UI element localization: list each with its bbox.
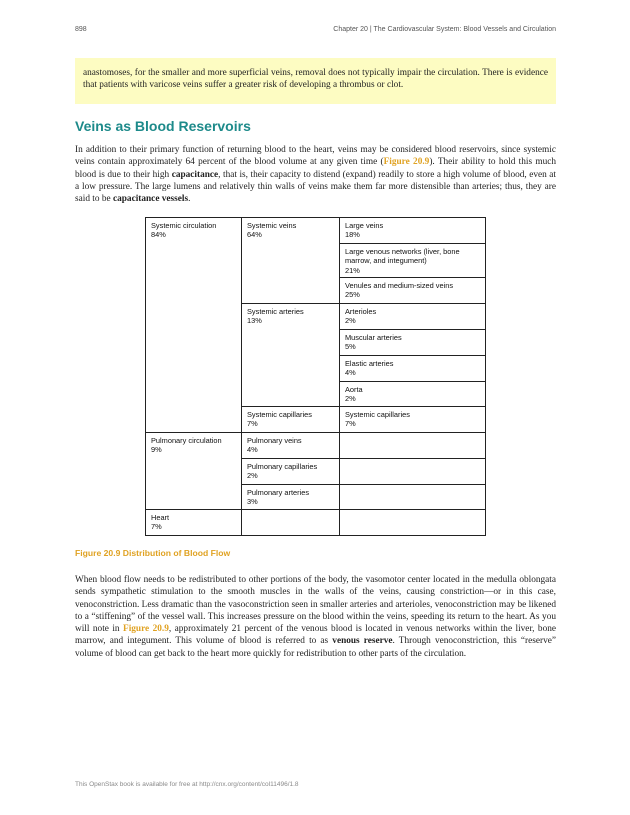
para1-text-4: . [188, 194, 191, 205]
blood-distribution-table [145, 217, 486, 536]
term-venous-reserve: venous reserve [332, 636, 393, 647]
figure-link[interactable]: Figure 20.9 [123, 624, 169, 635]
cell-empty [340, 459, 486, 485]
para1-text-1: In addition to their primary function of returning blood to the heart, veins may be considered blood reservoirs, since systemic veins contain approximately 64 percent of the blood volume at any given time ( [75, 145, 556, 168]
cell-elastic-arteries: Elastic arteries 4% [340, 356, 486, 382]
para2-text-1: When blood flow needs to be redistributed to other portions of the body, the vasomotor center located in the medulla oblongata sends sympathetic stimulation to the smooth muscles in the walls of the veins, causing constriction—or in this case, venoconstriction. Less dramatic than the vasoconstriction seen in smaller arteries and arterioles, venoconstriction may be likened to a “stiffening” of the vessel wall. This increases pressure on the blood within the veins, speeding its return to the heart. As you will note in [75, 575, 556, 635]
cell-large-venous-networks: Large venous networks (liver, bone marrow, and integument) 21% [340, 244, 486, 278]
cell-pulmonary-veins: Pulmonary veins 4% [242, 433, 340, 459]
cell-venules: Venules and medium-sized veins 25% [340, 278, 486, 304]
note-box [75, 58, 556, 104]
para2-text-2: , approximately 21 percent of the venous blood is located in venous networks within the liver, bone marrow, and integument. This volume of blood is referred to as [75, 624, 556, 647]
cell-large-veins: Large veins 18% [340, 218, 486, 244]
cell-systemic-circulation: Systemic circulation 84% [146, 218, 242, 433]
cell-pulmonary-circulation: Pulmonary circulation 9% [146, 433, 242, 510]
cell-muscular-arteries: Muscular arteries 5% [340, 330, 486, 356]
paragraph-reservoirs [75, 144, 556, 205]
para2-text-3: . Through venoconstriction, this “reserve” volume of blood can get back to the heart more quickly for redistribution to other parts of the circulation. [75, 636, 556, 659]
paragraph-venoconstriction [75, 574, 556, 660]
cell-heart: Heart 7% [146, 510, 242, 536]
cell-empty [340, 433, 486, 459]
cell-empty [340, 510, 486, 536]
figure-caption: Figure 20.9 Distribution of Blood Flow [75, 548, 231, 558]
para1-text-2: ). Their ability to hold this much blood is due to their high [75, 157, 556, 180]
cell-systemic-capillaries-sub: Systemic capillaries 7% [340, 407, 486, 433]
cell-pulmonary-arteries: Pulmonary arteries 3% [242, 485, 340, 510]
page-header [75, 26, 556, 33]
page-number: 898 [75, 26, 87, 33]
chapter-title: Chapter 20 | The Cardiovascular System: Blood Vessels and Circulation [333, 26, 556, 33]
cell-systemic-capillaries: Systemic capillaries 7% [242, 407, 340, 433]
para1-text-3: , that is, their capacity to distend (expand) readily to store a high volume of blood, even at a low pressure. The large lumens and relatively thin walls of veins make them far more distensible than arteries; thus, they are said to be [75, 169, 556, 205]
cell-arterioles: Arterioles 2% [340, 304, 486, 330]
cell-empty [242, 510, 340, 536]
cell-systemic-arteries: Systemic arteries 13% [242, 304, 340, 407]
figure-link[interactable]: Figure 20.9 [383, 157, 430, 168]
term-capacitance: capacitance [171, 169, 219, 180]
cell-aorta: Aorta 2% [340, 382, 486, 407]
cell-pulmonary-capillaries: Pulmonary capillaries 2% [242, 459, 340, 485]
note-text: anastomoses, for the smaller and more superficial veins, removal does not typically impair the circulation. There is evidence that patients with varicose veins suffer a greater risk of developing a thrombus or clot. [83, 68, 548, 91]
cell-empty [340, 485, 486, 510]
term-capacitance-vessels: capacitance vessels [112, 194, 189, 205]
page-footer: This OpenStax book is available for free at http://cnx.org/content/col11496/1.8 [75, 781, 299, 788]
section-title: Veins as Blood Reservoirs [75, 118, 251, 134]
cell-systemic-veins: Systemic veins 64% [242, 218, 340, 304]
